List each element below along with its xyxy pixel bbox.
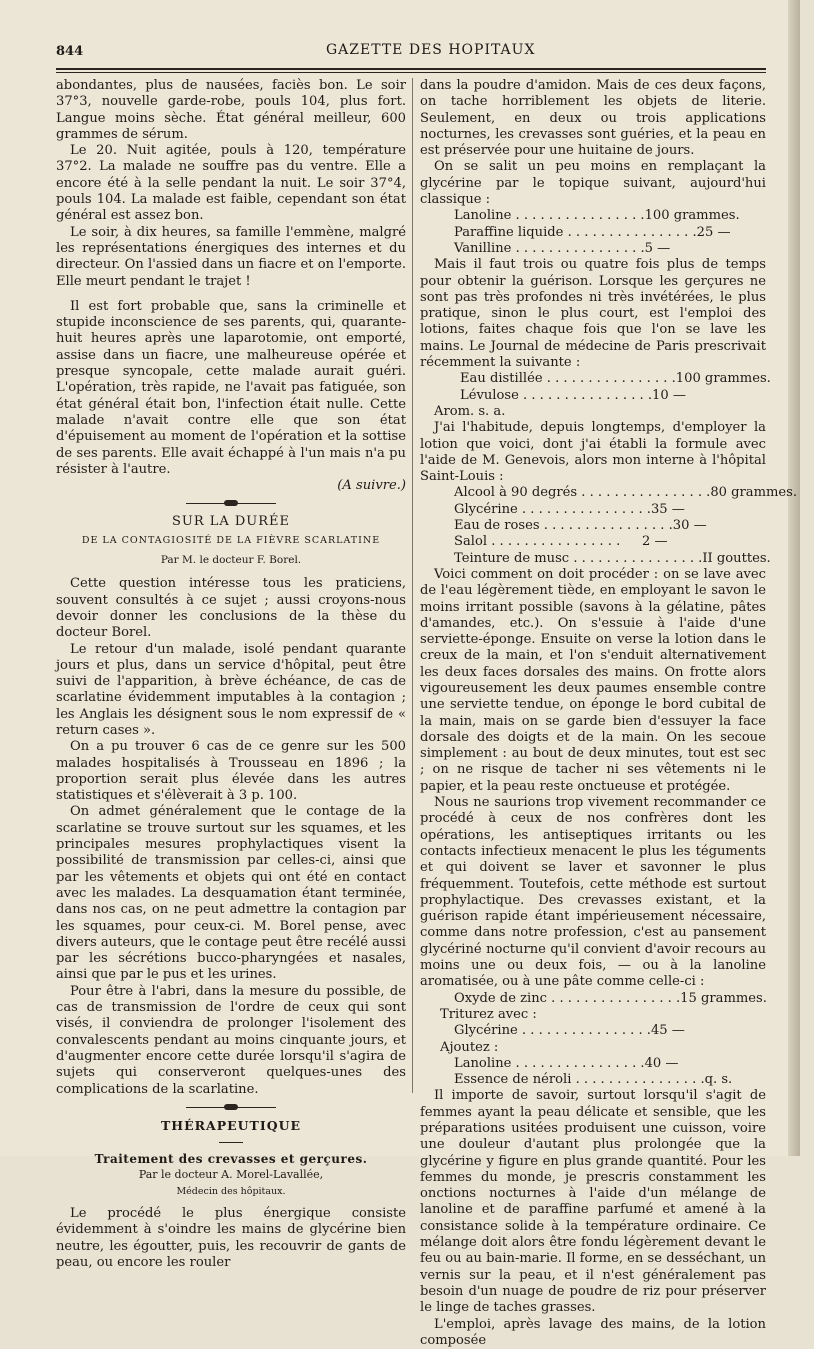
prescription-line: Teinture de musc . . . . . . . . . . . . . . . . II gouttes. <box>454 550 771 566</box>
article-title: Traitement des crevasses et gerçures. <box>94 1152 368 1167</box>
paragraph: Le soir, à dix heures, sa famille l'emmène, malgré les représentations énergiques des internes et du directeur. On l'assied dans un fiacre et on l'emporte. Elle meurt pendant le trajet ! <box>56 224 406 289</box>
prescription-line: Eau de roses . . . . . . . . . . . . . . . . 30 — <box>454 518 707 534</box>
section-author: Par M. le docteur F. Borel. <box>160 554 302 567</box>
page-number: 844 <box>56 44 84 59</box>
prescription-2 <box>420 371 771 404</box>
paragraph: On admet généralement que le contage de la scarlatine se trouve surtout sur les squames, et les principales mesures prophylactiques visent la possibilité de transmission par celles-ci, ainsi que par les vêtements et objets qui ont été en contact avec les malades. La desquamation étant terminée, dans nos cas, on ne peut admettre la contagion par les squames, pour ceux-ci. M. Borel pense, avec divers auteurs, que le contage peut être recélé aussi par les sécrétions bucco-pharyngées et nasales, ainsi que par le pus et les urines. <box>56 804 406 983</box>
paragraph: Nous ne saurions trop vivement recommander ce procédé à ceux de nos confrères dont les opérations, les antiseptiques irritants ou les contacts infectieux menacent le plus les téguments et qui doivent se laver et savonner le plus fréquemment. Toutefois, cette méthode est surtout prophylactique. Des crevasses existant, et la guérison rapide étant impérieusement nécessaire, comme dans notre profession, c'est au pansement glycériné nocturne qu'il convient d'avoir recours au moins une ou deux fois, — ou à la lanoline aromatisée, ou à une pâte comme celle-ci : <box>420 795 766 990</box>
paragraph: Voici comment on doit procéder : on se lave avec de l'eau légèrement tiède, en employant le savon le moins irritant possible (savons à la gélatine, pâtes d'amandes, etc.). On s'essuie à l'aide d'une serviette-éponge. Ensuite on verse la lotion dans le creux de la main, et l'on s'enduit alternativement les deux faces dorsales des mains. On frotte alors vigoureusement les deux paumes ensemble contre une serviette tendue, on éponge le bord cubital de la main, mais on se garde bien d'essuyer la face dorsale des doigts et de la main. On les secoue simplement : au bout de deux minutes, tout est sec ; on ne risque de tacher ni ses vêtements ni le papier, et la peau reste onctueuse et protégée. <box>420 566 766 794</box>
prescription-3 <box>420 485 798 566</box>
prescription-line: Oxyde de zinc . . . . . . . . . . . . . . . . 15 grammes. <box>454 990 767 1006</box>
prescription-line: Alcool à 90 degrés . . . . . . . . . . . . . . . . 80 grammes. <box>454 485 798 501</box>
paragraph: Le retour d'un malade, isolé pendant quarante jours et plus, dans un service d'hôpital, peut être suivi de l'apparition, à brève échéance, de cas de scarlatine évidemment imputables à la contagion ; les Anglais les désignent sous le nom expressif de « return cases ». <box>56 641 406 738</box>
paragraph: J'ai l'habitude, depuis longtemps, d'employer la lotion que voici, dont j'ai établi la formule avec l'aide de M. Genevois, alors mon interne à l'hôpital Saint-Louis : <box>420 420 766 485</box>
prescription-1 <box>420 208 766 257</box>
page-edge <box>788 0 800 1156</box>
prescription-note: Arom. s. a. <box>434 403 506 419</box>
paragraph: Il est fort probable que, sans la criminelle et stupide inconscience de ses parents, qui, quarante-huit heures après une laparotomie, ont emporté, assise dans un fiacre, une malheureuse opérée et presque syncopale, cette malade aurait guéri. L'opération, très rapide, ne l'avait pas fatiguée, son état général était bon, l'infection était nulle. Cette malade n'avait contre elle que son état d'épuisement au moment de l'opération et la sottise de ses parents. Elle avait échappé à l'un mais n'a pu résister à l'autre. <box>56 298 406 477</box>
paragraph: Le procédé le plus énergique consiste évidemment à s'oindre les mains de glycérine bien neutre, les égoutter, puis, les recouvrir de gants de peau, ou encore les rouler <box>56 1206 406 1270</box>
prescription-line: Lanoline . . . . . . . . . . . . . . . . 100 grammes. <box>454 208 740 224</box>
paragraph: dans la poudre d'amidon. Mais de ces deux façons, on tache horriblement les objets de literie. Seulement, en deux ou trois applications nocturnes, les crevasses sont guéries, et la peau en est préservée pour une huitaine de jours. <box>420 78 766 159</box>
prescription-line: Lévulose . . . . . . . . . . . . . . . . 10 — <box>460 387 686 403</box>
paragraph: Cette question intéresse tous les praticiens, souvent consultés à ce sujet ; aussi croyons-nous devoir donner les conclusions de la thèse du docteur Borel. <box>56 576 406 641</box>
prescription-4c <box>420 1056 766 1089</box>
author-role: Médecin des hôpitaux. <box>176 1185 286 1197</box>
paragraph: Mais il faut trois ou quatre fois plus de temps pour obtenir la guérison. Lorsque les gerçures ne sont pas très profondes ni très invétérées, le plus pratique, sinon le plus court, est l'emploi des lotions, faites chaque fois que l'on se lave les mains. Le Journal de médecine de Paris prescrivait récemment la suivante : <box>420 257 766 371</box>
header-rule-thin <box>56 72 766 73</box>
to-be-continued: (A suivre.) <box>337 478 406 494</box>
paragraph: On se salit un peu moins en remplaçant la glycérine par le topique suivant, aujourd'hui classique : <box>420 159 766 208</box>
prescription-4b <box>420 1023 766 1039</box>
header-rule-thick <box>56 68 766 70</box>
paragraph: L'emploi, après lavage des mains, de la lotion composée <box>420 1316 766 1348</box>
section-heading: THÉRAPEUTIQUE <box>160 1117 302 1133</box>
section-subtitle: DE LA CONTAGIOSITÉ DE LA FIÈVRE SCARLATINE <box>81 534 381 546</box>
prescription-line: Glycérine . . . . . . . . . . . . . . . . 35 — <box>454 501 685 517</box>
section-separator <box>186 503 276 504</box>
short-rule <box>219 1142 243 1143</box>
column-divider <box>412 78 413 1093</box>
paragraph: abondantes, plus de nausées, faciès bon. Le soir 37°3, nouvelle garde-robe, pouls 104, plus fort. Langue moins sèche. État général meilleur, 600 grammes de sérum. <box>56 78 406 142</box>
prescription-line: Glycérine . . . . . . . . . . . . . . . . 45 — <box>454 1023 685 1039</box>
article-author: Par le docteur A. Morel-Lavallée, <box>138 1168 324 1182</box>
journal-title: GAZETTE DES HOPITAUX <box>326 42 536 58</box>
prescription-line: Eau distillée . . . . . . . . . . . . . . . . 100 grammes. <box>460 371 771 387</box>
paragraph: Pour être à l'abri, dans la mesure du possible, de cas de transmission de l'ordre de ceux qui sont visés, il conviendra de prolonger l'isolement des convalescents pendant au moins cinquante jours, et d'augmenter encore cette durée lorsqu'il s'agira de sujets qui conserveront quelques-unes des complications de la scarlatine. <box>56 983 406 1097</box>
prescription-instruction: Ajoutez : <box>440 1039 499 1055</box>
prescription-line: Salol . . . . . . . . . . . . . . . . 2 — <box>454 534 668 550</box>
prescription-instruction: Triturez avec : <box>440 1006 537 1022</box>
paragraph: Le 20. Nuit agitée, pouls à 120, température 37°2. La malade ne souffre pas du ventre. Elle a encore été à la selle pendant la nuit. Le soir 37°4, pouls 104. La malade est faible, cependant son état général est assez bon. <box>56 143 406 224</box>
prescription-line: Lanoline . . . . . . . . . . . . . . . . 40 — <box>454 1055 679 1071</box>
paragraph: On a pu trouver 6 cas de ce genre sur les 500 malades hospitalisés à Trousseau en 1896 ; la proportion serait plus élevée dans les autres statistiques et s'élèverait à 3 p. 100. <box>56 739 406 804</box>
right-column <box>420 78 798 1349</box>
prescription-line: Essence de néroli . . . . . . . . . . . . . . . . q. s. <box>454 1072 733 1088</box>
page-header <box>56 40 766 62</box>
prescription-line: Paraffine liquide . . . . . . . . . . . . . . . . 25 — <box>454 224 731 240</box>
section-title: SUR LA DURÉE <box>171 514 291 530</box>
prescription-line: Vanilline . . . . . . . . . . . . . . . . 5 — <box>454 240 671 256</box>
paragraph: Il importe de savoir, surtout lorsqu'il s'agit de femmes ayant la peau délicate et sensible, que les préparations usitées produisent une cuisson, voire une douleur d'autant plus prolongée que la glycérine y figure en plus grande quantité. Pour les femmes du monde, je prescris constamment les onctions nocturnes à l'aide d'un mélange de lanoline et de paraffine parfumé et amené à la consistance solide à la température ordinaire. Ce mélange doit alors être fondu légèrement devant le feu ou au bain-marie. Il forme, en se desséchant, un vernis sur la peau, et il n'est généralement pas besoin d'un nuage de poudre de riz pour préserver le linge de taches grasses. <box>420 1088 766 1316</box>
section-separator <box>186 1107 276 1108</box>
prescription-4 <box>420 991 766 1007</box>
left-column <box>56 78 406 1271</box>
